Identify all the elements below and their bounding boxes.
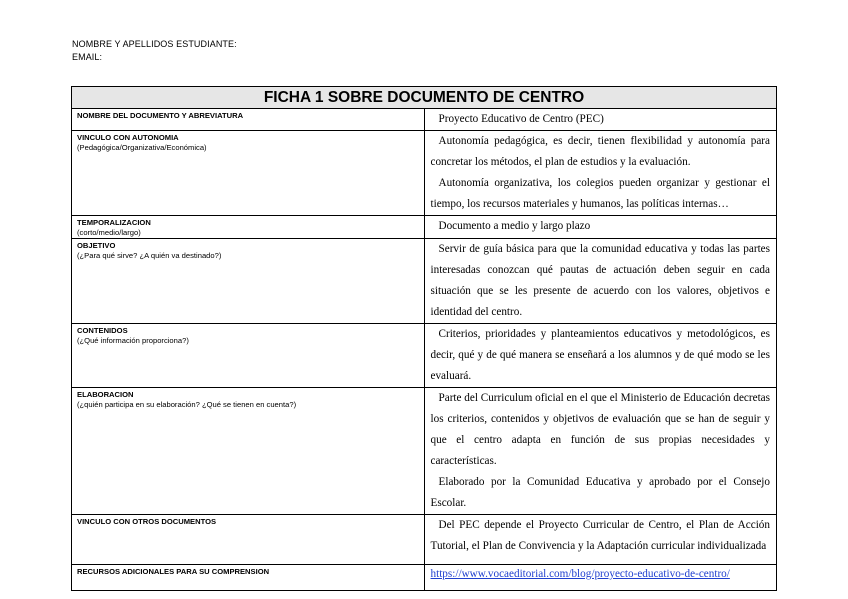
row-value: [424, 216, 777, 239]
table-row: [72, 515, 777, 565]
row-label: CONTENIDOS (¿Qué información proporciona?): [72, 324, 425, 388]
paragraph: Parte del Curriculum oficial en el que el Ministerio de Educación decretas los criterios, contenidos y objetivos de evaluación que se han de seguir y que el centro adapta en función de sus propias necesidades y características.: [430, 392, 770, 467]
row-value: [424, 239, 777, 324]
title-row: [72, 87, 777, 109]
table-row: [72, 324, 777, 388]
paragraph: Documento a medio y largo plazo: [438, 220, 591, 232]
email-label: EMAIL:: [72, 52, 103, 62]
paragraph: Autonomía pedagógica, es decir, tienen flexibilidad y autonomía para concretar los métodos, el plan de estudios y la evaluación.: [430, 135, 770, 168]
row-label: TEMPORALIZACION (corto/medio/largo): [72, 216, 425, 239]
table-row: [72, 565, 777, 591]
student-header: [72, 38, 237, 64]
paragraph: Proyecto Educativo de Centro (PEC): [438, 113, 604, 125]
table-row: [72, 131, 777, 216]
row-label: NOMBRE DEL DOCUMENTO Y ABREVIATURA: [72, 109, 425, 131]
table-row: [72, 388, 777, 515]
row-label: ELABORACION (¿quién participa en su elaboración? ¿Qué se tienen en cuenta?): [72, 388, 425, 515]
paragraph: Autonomía organizativa, los colegios pueden organizar y gestionar el tiempo, los recursos materiales y humanos, las políticas internas…: [430, 177, 770, 210]
resource-link[interactable]: https://www.vocaeditorial.com/blog/proyecto-educativo-de-centro/: [430, 568, 730, 580]
table-row: [72, 216, 777, 239]
row-value: [424, 565, 777, 591]
table-row: [72, 109, 777, 131]
row-value: [424, 515, 777, 565]
paragraph: Criterios, prioridades y planteamientos educativos y metodológicos, es decir, qué y de qué manera se enseñará a los alumnos y de qué modo se les evaluará.: [430, 328, 770, 382]
row-label: VINCULO CON OTROS DOCUMENTOS: [72, 515, 425, 565]
row-label: OBJETIVO (¿Para qué sirve? ¿A quién va destinado?): [72, 239, 425, 324]
paragraph: Del PEC depende el Proyecto Curricular de Centro, el Plan de Acción Tutorial, el Plan de Convivencia y la Adaptación curricular individualizada: [430, 519, 770, 552]
table-row: [72, 239, 777, 324]
student-name-label: NOMBRE Y APELLIDOS ESTUDIANTE:: [72, 39, 237, 49]
paragraph: Servir de guía básica para que la comunidad educativa y todas las partes interesadas conozcan qué pautas de actuación deben seguir en cada situación que se les presente de acuerdo con los valores, objetivos e identidad del centro.: [430, 243, 770, 318]
row-value: [424, 131, 777, 216]
row-label: VINCULO CON AUTONOMIA (Pedagógica/Organizativa/Económica): [72, 131, 425, 216]
row-value: [424, 324, 777, 388]
row-value: [424, 109, 777, 131]
row-value: [424, 388, 777, 515]
table-title: FICHA 1 SOBRE DOCUMENTO DE CENTRO: [72, 87, 777, 109]
ficha-table: [71, 86, 777, 591]
row-label: RECURSOS ADICIONALES PARA SU COMPRENSION: [72, 565, 425, 591]
paragraph: Elaborado por la Comunidad Educativa y aprobado por el Consejo Escolar.: [430, 476, 770, 509]
